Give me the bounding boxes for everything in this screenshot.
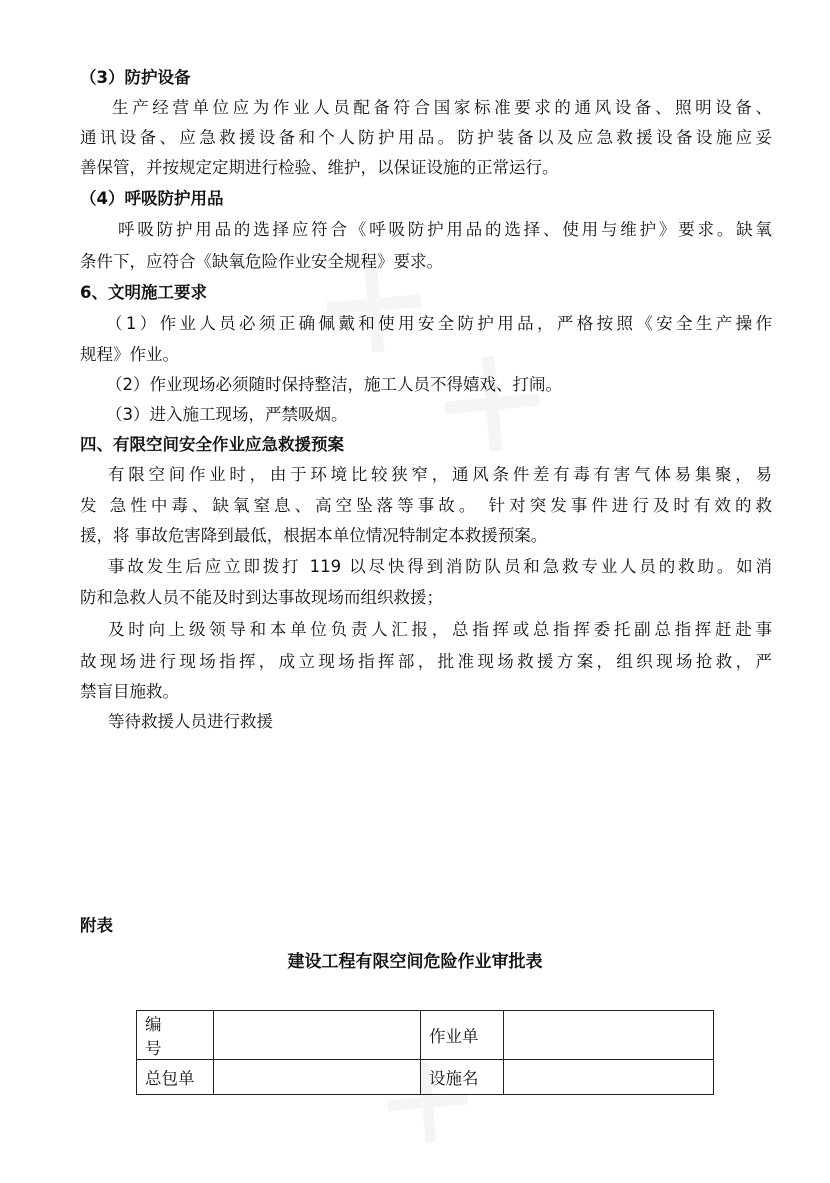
number-field[interactable] [214,1011,421,1060]
paragraph-line: 善保管，并按规定定期进行检验、维护，以保证设施的正常运行。 [80,158,559,177]
field-label: 作业单 [421,1011,504,1060]
list-item: 规程》作业。 [80,345,179,364]
paragraph-line: 事故发生后应立即拨打 119 以尽快得到消防队员和急救专业人员的救助。如消 [108,557,772,576]
paragraph-line: 援，将 事故危害降到最低，根据本单位情况特制定本救援预案。 [80,526,548,545]
field-label: 设施名 [421,1060,504,1095]
table-title: 建设工程有限空间危险作业审批表 [287,952,543,972]
work-unit-field[interactable] [504,1011,714,1060]
paragraph-line: 及时向上级领导和本单位负责人汇报，总指挥或总指挥委托副总指挥赶赴事 [108,620,772,639]
field-label: 编号 [137,1011,214,1060]
list-item: （2）作业现场必须随时保持整洁，施工人员不得嬉戏、打闹。 [106,375,562,394]
table-row [137,1011,714,1060]
facility-name-field[interactable] [504,1060,714,1095]
list-item: （1）作业人员必须正确佩戴和使用安全防护用品，严格按照《安全生产操作 [106,314,772,333]
appendix-label: 附表 [80,916,113,935]
paragraph-line: 发 急性中毒、缺氧窒息、高空坠落等事故。 针对突发事件进行及时有效的救 [80,496,772,515]
list-item: （3）进入施工现场，严禁吸烟。 [106,405,348,424]
section-3-heading: （3）防护设备 [80,68,191,87]
paragraph-line: 有限空间作业时，由于环境比较狭窄，通风条件差有毒有害气体易集聚，易 [108,465,772,484]
table-row [137,1060,714,1095]
paragraph-line: 呼吸防护用品的选择应符合《呼吸防护用品的选择、使用与维护》要求。缺氧 [118,220,772,239]
section-4-heading: （4）呼吸防护用品 [80,189,224,208]
paragraph-line: 通讯设备、应急救援设备和个人防护用品。防护装备以及应急救援设备设施应妥 [80,128,772,147]
approval-form-table [136,1010,714,1095]
paragraph-line: 防和急救人员不能及时到达事故现场而组织救援； [80,588,443,607]
paragraph-line: 故现场进行现场指挥，成立现场指挥部，批准现场救援方案，组织现场抢救，严 [80,652,772,671]
field-label: 总包单 [137,1060,214,1095]
paragraph-line: 禁盲目施救。 [80,682,179,701]
paragraph-line: 条件下，应符合《缺氧危险作业安全规程》要求。 [80,252,443,271]
paragraph-line: 生产经营单位应为作业人员配备符合国家标准要求的通风设备、照明设备、 [112,98,772,117]
contractor-field[interactable] [214,1060,421,1095]
section-four-heading: 四、有限空间安全作业应急救援预案 [80,435,344,454]
section-6-heading: 6、文明施工要求 [80,283,207,302]
paragraph-line: 等待救援人员进行救援 [108,712,273,731]
